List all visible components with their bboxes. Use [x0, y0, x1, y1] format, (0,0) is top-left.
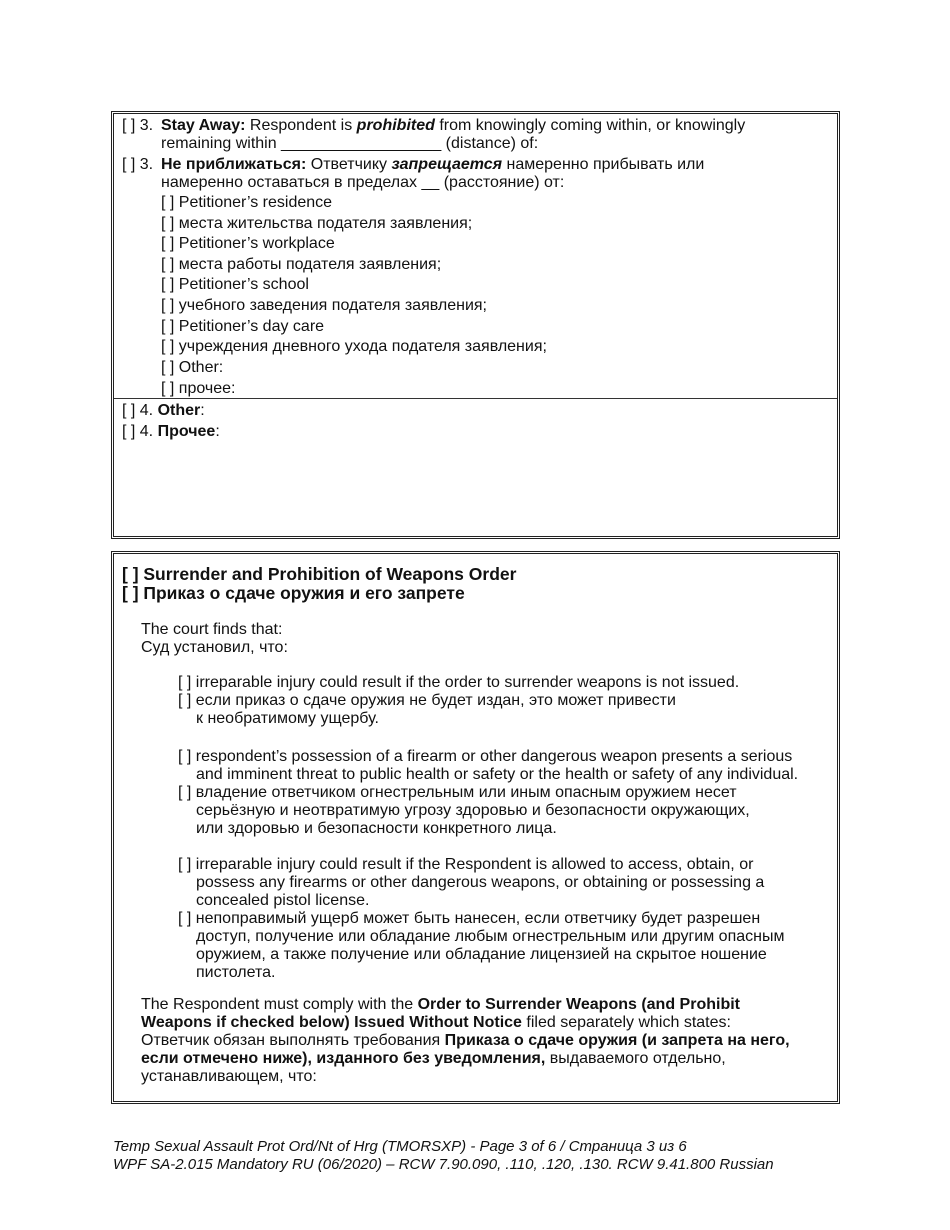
comply-en-line2 — [141, 1014, 731, 1032]
comply-en-text1: The Respondent must comply with the — [141, 996, 418, 1013]
finding-3-ru-cont3: пистолета. — [196, 964, 276, 981]
stay-away-ru-text-post: намеренно прибывать или — [502, 156, 705, 173]
stay-away-en-line2: remaining within __________________ (distance) of: — [161, 135, 539, 152]
stay-away-ru-emphasis: запрещается — [391, 156, 503, 173]
finding-3-en-cont2: concealed pistol license. — [196, 892, 370, 909]
finding-1-ru-cont: к необратимому ущербу. — [196, 710, 379, 727]
finding-1-ru[interactable]: [ ] если приказ о сдаче оружия не будет издан, это может привести — [178, 692, 676, 709]
comply-en-text2: filed separately which states: — [521, 1014, 731, 1031]
comply-ru-text2: выдаваемого отдельно, — [545, 1050, 726, 1067]
other-en-line[interactable] — [122, 402, 205, 420]
comply-ru-line3: устанавливающем, что: — [141, 1068, 317, 1085]
comply-ru-order-title1: Приказа о сдаче оружия (и запрета на него, — [444, 1032, 790, 1049]
section-divider — [114, 398, 837, 399]
footer-form-id: WPF SA-2.015 Mandatory RU (06/2020) – RCW 7.90.090, .110, .120, .130. RCW 9.41.800 Russian — [113, 1156, 774, 1173]
comply-ru-text1: Ответчик обязан выполнять требования — [141, 1032, 445, 1049]
comply-ru-line2 — [141, 1050, 726, 1068]
comply-en-order-title2: Weapons if checked below) Issued Without Notice — [141, 1014, 522, 1031]
option-workplace-en[interactable]: [ ] Petitioner’s workplace — [161, 235, 335, 252]
other-ru-colon: : — [215, 423, 220, 440]
finding-2-ru[interactable]: [ ] владение ответчиком огнестрельным или иным опасным оружием несет — [178, 784, 737, 801]
stay-away-ru-line1 — [161, 156, 704, 174]
option-other-ru[interactable]: [ ] прочее: — [161, 380, 236, 397]
other-en-number: [ ] 4. — [122, 402, 158, 419]
finding-3-en[interactable]: [ ] irreparable injury could result if the Respondent is allowed to access, obtain, or — [178, 856, 754, 873]
option-daycare-en[interactable]: [ ] Petitioner’s day care — [161, 318, 325, 335]
finding-3-ru-cont2: оружием, а также получение или обладание лицензией на скрытое ношение — [196, 946, 767, 963]
weapons-heading-ru[interactable]: [ ] Приказ о сдаче оружия и его запрете — [122, 583, 465, 603]
weapons-order-section — [111, 551, 840, 1104]
footer-form-title: Temp Sexual Assault Prot Ord/Nt of Hrg (TMORSXP) - Page 3 of 6 / Страница 3 из 6 — [113, 1138, 687, 1155]
other-en-label: Other — [157, 402, 201, 419]
finding-2-en-cont: and imminent threat to public health or safety or the health or safety of any individual. — [196, 766, 799, 783]
stay-away-ru-label: Не приближаться: — [161, 156, 307, 173]
option-residence-en[interactable]: [ ] Petitioner’s residence — [161, 194, 333, 211]
finding-2-en[interactable]: [ ] respondent’s possession of a firearm or other dangerous weapon presents a serious — [178, 748, 793, 765]
option-school-ru[interactable]: [ ] учебного заведения подателя заявления; — [161, 297, 487, 314]
stay-away-en-text-post: from knowingly coming within, or knowingly — [434, 117, 746, 134]
stay-away-en-emphasis: prohibited — [356, 117, 435, 134]
stay-away-en-label: Stay Away: — [161, 117, 246, 134]
comply-ru-order-title2: если отмечено ниже), изданного без уведомления, — [141, 1050, 546, 1067]
court-finds-ru: Суд установил, что: — [141, 639, 288, 656]
option-other-en[interactable]: [ ] Other: — [161, 359, 224, 376]
stay-away-en-number[interactable]: [ ] 3. — [122, 117, 154, 134]
other-ru-number: [ ] 4. — [122, 423, 158, 440]
stay-away-en-line1 — [161, 117, 745, 135]
finding-1-en[interactable]: [ ] irreparable injury could result if the order to surrender weapons is not issued. — [178, 674, 740, 691]
option-residence-ru[interactable]: [ ] места жительства подателя заявления; — [161, 215, 473, 232]
stay-away-ru-text-pre: Ответчику — [306, 156, 392, 173]
finding-3-en-cont1: possess any firearms or other dangerous weapons, or obtaining or possessing a — [196, 874, 765, 891]
option-daycare-ru[interactable]: [ ] учреждения дневного ухода подателя заявления; — [161, 338, 547, 355]
finding-2-ru-cont1: серьёзную и неотвратимую угрозу здоровью и безопасности окружающих, — [196, 802, 750, 819]
option-school-en[interactable]: [ ] Petitioner’s school — [161, 276, 309, 293]
finding-3-ru-cont1: доступ, получение или обладание любым огнестрельным или другим опасным — [196, 928, 785, 945]
comply-en-order-title1: Order to Surrender Weapons (and Prohibit — [417, 996, 740, 1013]
option-workplace-ru[interactable]: [ ] места работы подателя заявления; — [161, 256, 442, 273]
comply-en-line1 — [141, 996, 740, 1014]
stay-away-ru-number[interactable]: [ ] 3. — [122, 156, 154, 173]
stay-away-ru-line2: намеренно оставаться в пределах __ (расстояние) от: — [161, 174, 565, 191]
comply-ru-line1 — [141, 1032, 790, 1050]
other-ru-label: Прочее — [157, 423, 216, 440]
stay-away-section — [111, 111, 840, 539]
finding-2-ru-cont2: или здоровью и безопасности конкретного лица. — [196, 820, 557, 837]
weapons-heading-en[interactable]: [ ] Surrender and Prohibition of Weapons Order — [122, 564, 517, 584]
stay-away-en-text-pre: Respondent is — [245, 117, 357, 134]
finding-3-ru[interactable]: [ ] непоправимый ущерб может быть нанесен, если ответчику будет разрешен — [178, 910, 761, 927]
court-finds-en: The court finds that: — [141, 621, 283, 638]
other-ru-line[interactable] — [122, 423, 220, 441]
other-en-colon: : — [200, 402, 205, 419]
